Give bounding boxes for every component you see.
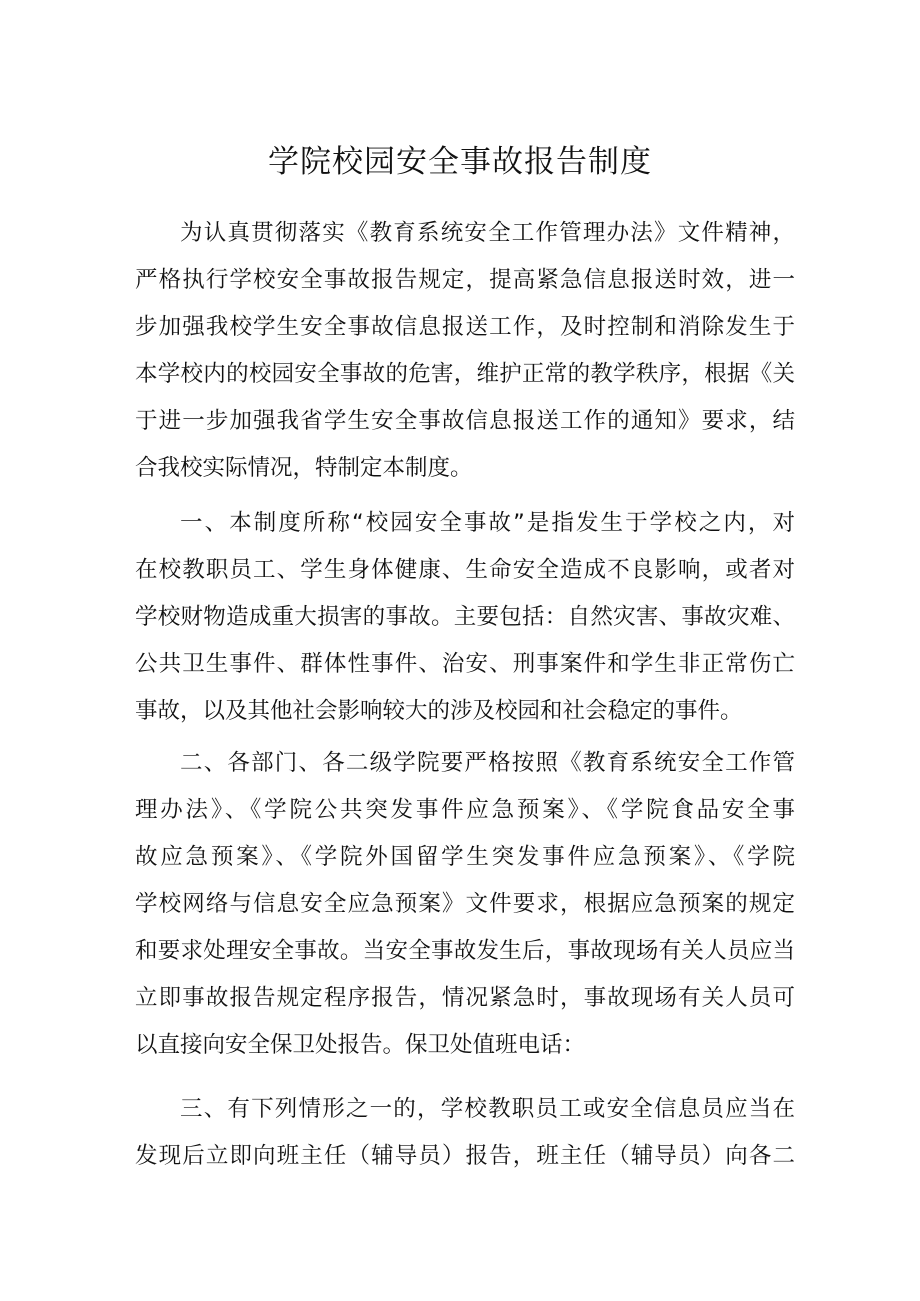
paragraph-section-3 bbox=[135, 1086, 795, 1180]
paragraph-line: 二、各部门、各二级学院要严格按照《教育系统安全工作管 bbox=[180, 750, 795, 776]
paragraph-line: 步加强我校学生安全事故信息报送工作，及时控制和消除发生于 bbox=[135, 314, 795, 340]
paragraph-section-2 bbox=[135, 740, 795, 1069]
paragraph-line: 合我校实际情况，特制定本制度。 bbox=[135, 455, 473, 481]
paragraph-line: 故应急预案》、《学院外国留学生突发事件应急预案》、《学院 bbox=[135, 844, 795, 870]
paragraph-line: 以直接向安全保卫处报告。保卫处值班电话： bbox=[135, 1032, 586, 1058]
paragraph-line: 学校财物造成重大损害的事故。主要包括：自然灾害、事故灾难、 bbox=[135, 604, 795, 630]
paragraph-line: 事故，以及其他社会影响较大的涉及校园和社会稳定的事件。 bbox=[135, 698, 743, 724]
paragraph-section-1 bbox=[135, 500, 795, 735]
paragraph-line: 在校教职员工、学生身体健康、生命安全造成不良影响，或者对 bbox=[135, 557, 795, 583]
paragraph-line: 和要求处理安全事故。当安全事故发生后，事故现场有关人员应当 bbox=[135, 938, 795, 964]
paragraph-line: 发现后立即向班主任（辅导员）报告，班主任（辅导员）向各二 bbox=[135, 1143, 795, 1169]
paragraph-line: 严格执行学校安全事故报告规定，提高紧急信息报送时效，进一 bbox=[135, 267, 795, 293]
paragraph-line: 公共卫生事件、群体性事件、治安、刑事案件和学生非正常伤亡 bbox=[135, 651, 795, 677]
document-title: 学院校园安全事故报告制度 bbox=[268, 144, 652, 180]
paragraph-line: 本学校内的校园安全事故的危害，维护正常的教学秩序，根据《关 bbox=[135, 361, 795, 387]
paragraph-line: 学校网络与信息安全应急预案》文件要求，根据应急预案的规定 bbox=[135, 891, 795, 917]
paragraph-line: 一、本制度所称“校园安全事故”是指发生于学校之内，对 bbox=[180, 510, 795, 536]
paragraph-line: 为认真贯彻落实《教育系统安全工作管理办法》文件精神， bbox=[180, 220, 795, 246]
paragraph-line: 立即事故报告规定程序报告，情况紧急时，事故现场有关人员可 bbox=[135, 985, 795, 1011]
paragraph-line: 于进一步加强我省学生安全事故信息报送工作的通知》要求，结 bbox=[135, 408, 795, 434]
paragraph-intro bbox=[135, 210, 795, 492]
paragraph-line: 三、有下列情形之一的，学校教职员工或安全信息员应当在 bbox=[180, 1096, 795, 1122]
paragraph-line: 理办法》、《学院公共突发事件应急预案》、《学院食品安全事 bbox=[135, 797, 795, 823]
